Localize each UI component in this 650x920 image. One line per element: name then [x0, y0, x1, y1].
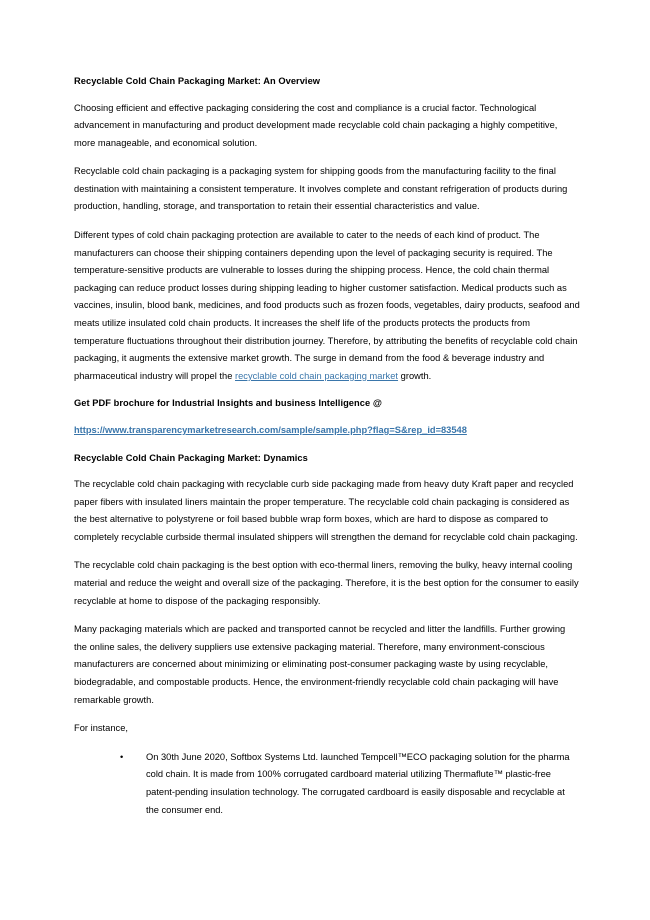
list-item-text: On 30th June 2020, Softbox Systems Ltd. launched Tempcell™ECO packaging solution for the pharma cold chain. It is made from 100% corrugated cardboard material utilizing Thermaflute™ plastic-free patent-pending insulation technology. The corrugated cardboard is easily disposable and recyclable at the consumer end.	[146, 751, 570, 815]
document-body	[74, 74, 580, 819]
paragraph-choosing-efficient: Choosing efficient and effective packaging considering the cost and compliance is a crucial factor. Technological advancement in manufacturing and product development made recyclable cold chain packaging a highly competitive, more manageable, and economical solution.	[74, 102, 558, 148]
recyclable-cold-chain-packaging-market-link[interactable]: recyclable cold chain packaging market	[235, 370, 399, 381]
list-item	[74, 749, 580, 819]
paragraph-different-types-text: Different types of cold chain packaging protection are available to cater to the needs of each kind of product. The manufacturers can choose their shipping containers depending upon the level of packaging security is required. The temperature-sensitive products are vulnerable to losses during the shipping process. Hence, the cold chain thermal packaging can reduce product losses during shipping leading to higher customer satisfaction. Medical products such as vaccines, insulin, blood bank, medicines, and food products such as frozen foods, vegetables, dairy products, seafood and meats utilize insulated cold chain products. It increases the shelf life of the products protects the products from temperature fluctuations throughout their distribution journey. Therefore, by attributing the benefits of recyclable cold chain packaging, it augments the extensive market growth. The surge in demand from the food & beverage industry and pharmaceutical industry will propel the	[74, 230, 580, 381]
paragraph-landfills: Many packaging materials which are packed and transported cannot be recycled and litter the landfills. Further growing the online sales, the delivery suppliers use extensive packaging material. Therefore, many environment-conscious manufacturers are concerned about minimizing or eliminating post-consumer packaging waste by using recyclable, biodegradable, and compostable products. Hence, the environment-friendly recyclable cold chain packaging will have remarkable growth.	[74, 624, 566, 705]
dynamics-heading: Recyclable Cold Chain Packaging Market: Dynamics	[74, 452, 308, 463]
paragraph-different-types	[74, 227, 580, 385]
paragraph-eco-thermal-liners: The recyclable cold chain packaging is the best option with eco-thermal liners, removing the bulky, heavy internal cooling material and reduce the weight and overall size of the packaging. Therefore, it is the best option for the consumer to easily recyclable at home to dispose of the packaging responsibly.	[74, 560, 579, 606]
pdf-brochure-url-link[interactable]: https://www.transparencymarketresearch.com/sample/sample.php?flag=S&rep_id=83548	[74, 424, 467, 435]
paragraph-kraft-paper: The recyclable cold chain packaging with recyclable curb side packaging made from heavy duty Kraft paper and recycled paper fibers with insulated liners maintain the proper temperature. The recyclable cold chain packaging is considered as the best alternative to polystyrene or foil based bubble wrap form boxes, which are hard to dispose as compared to completely recyclable curbside thermal insulated shippers will strengthen the demand for recyclable cold chain packaging.	[74, 479, 578, 542]
pdf-brochure-url-line	[74, 422, 580, 440]
bullet-icon: •	[120, 751, 124, 762]
for-instance-label: For instance,	[74, 723, 128, 734]
overview-heading: Recyclable Cold Chain Packaging Market: An Overview	[74, 76, 321, 86]
pdf-brochure-cta-label: Get PDF brochure for Industrial Insights and business Intelligence @	[74, 398, 382, 409]
paragraph-packaging-system: Recyclable cold chain packaging is a packaging system for shipping goods from the manufacturing facility to the final destination with maintaining a consistent temperature. It involves complete and constant refrigeration of products during production, handling, storage, and transportation to retain their essential characteristics and value.	[74, 166, 568, 212]
paragraph-different-types-tail: growth.	[398, 370, 432, 381]
instance-bullet-list	[74, 749, 580, 819]
